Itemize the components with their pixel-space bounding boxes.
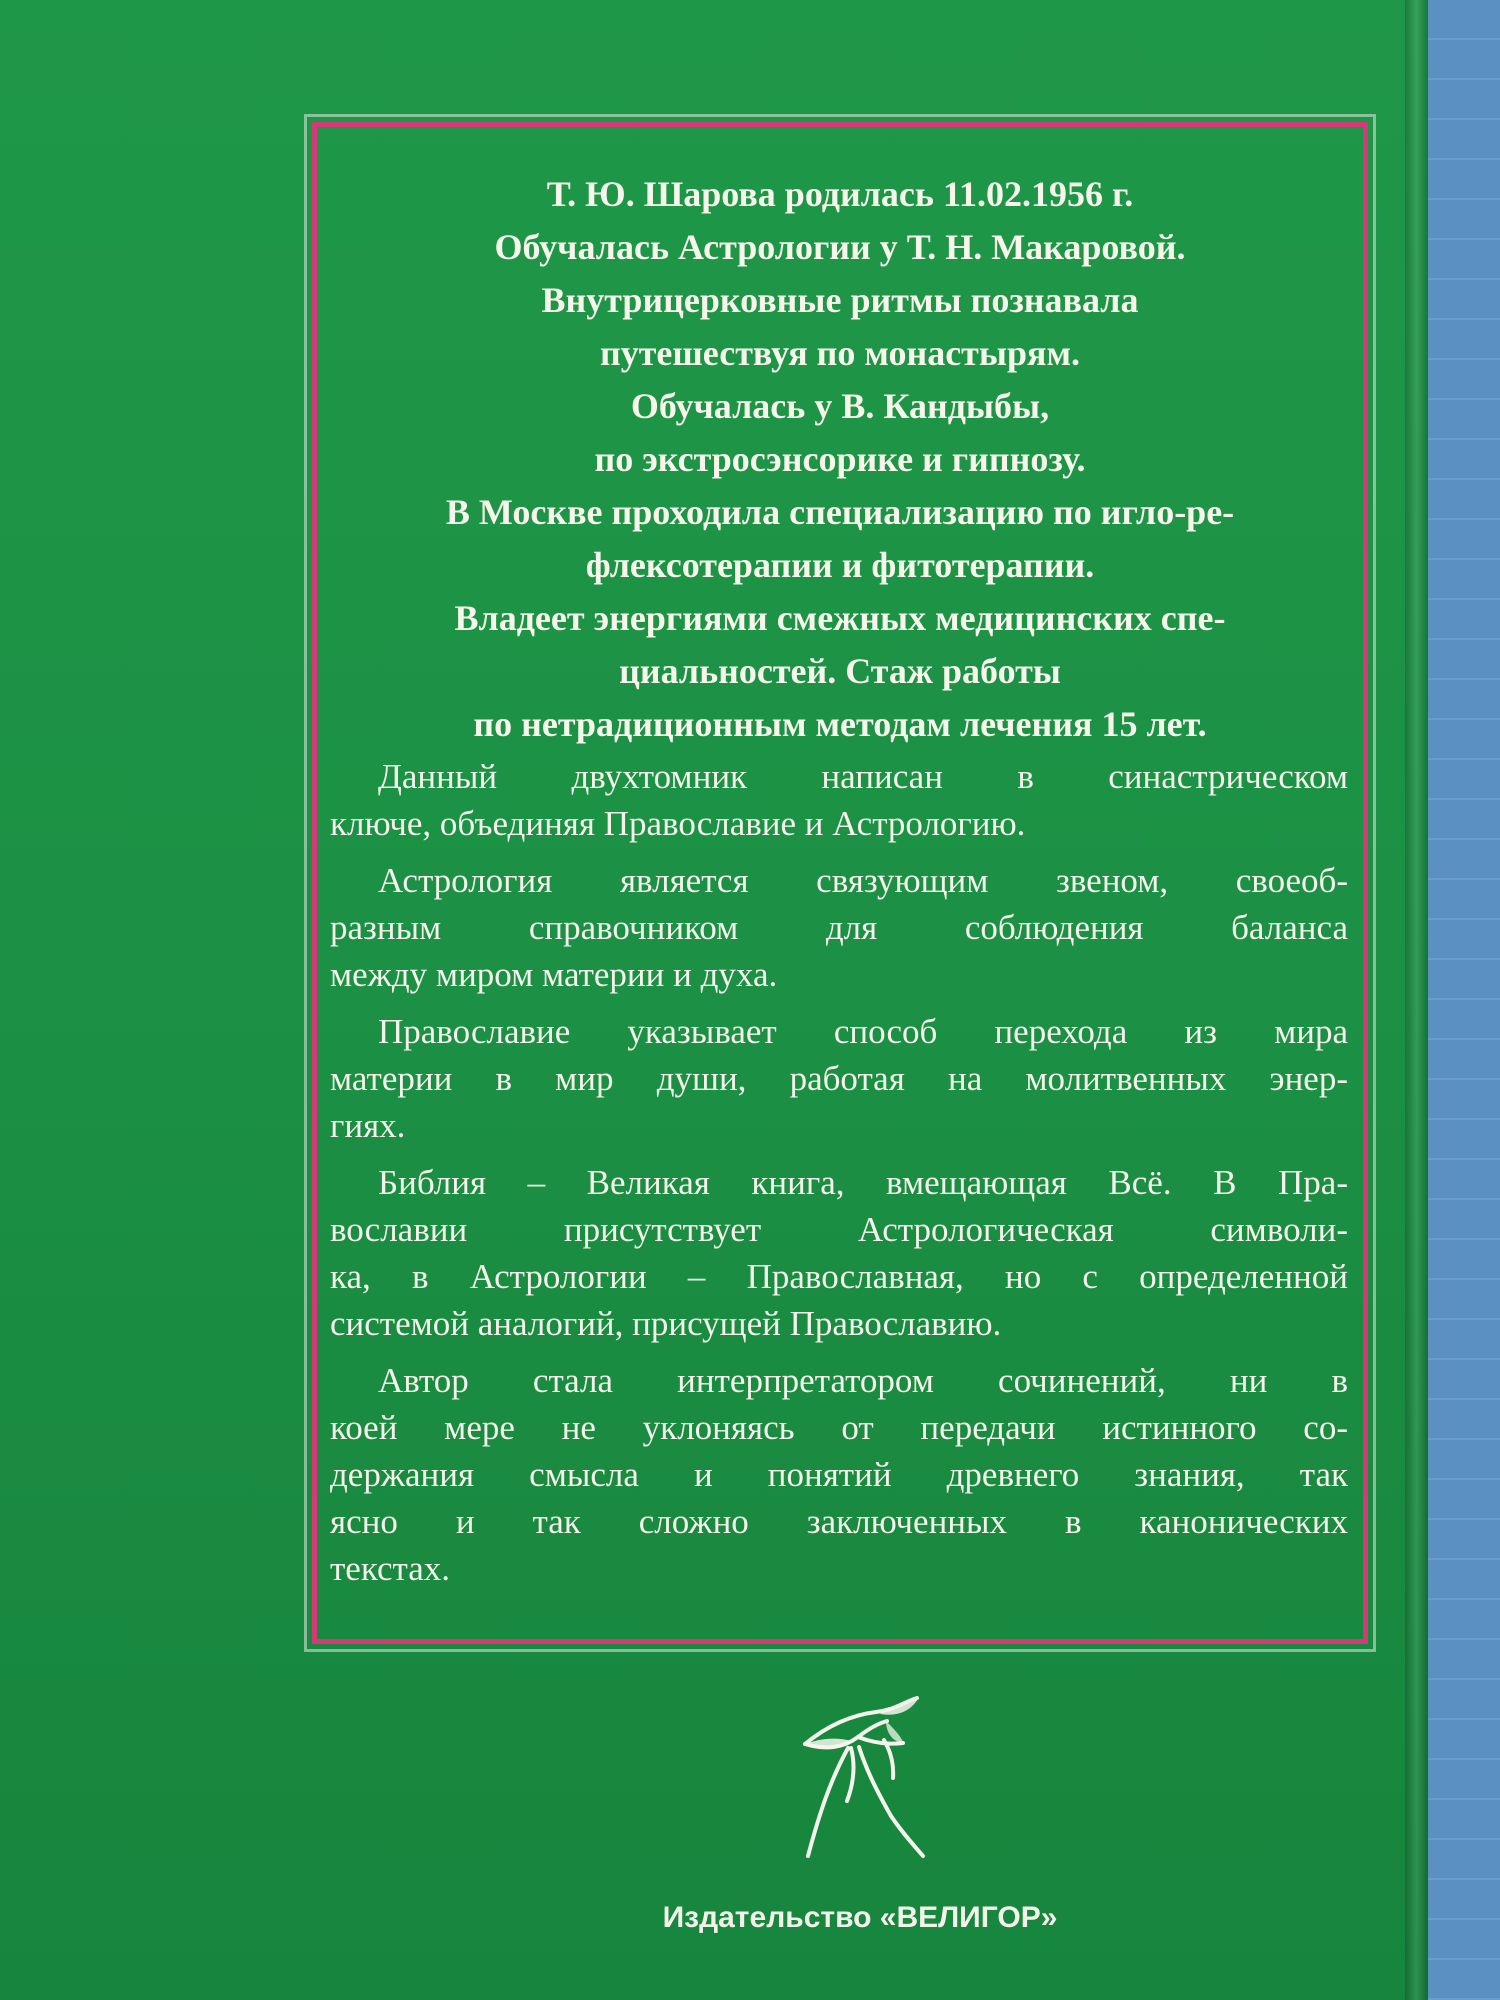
description-line: ключе, объединяя Православие и Астрологию. — [330, 804, 1026, 843]
bio-line: В Москве проходила специализацию по игло-ре- — [445, 492, 1235, 532]
description-line: между миром материи и духа. — [330, 955, 778, 994]
description-line: ка, в Астрологии – Православная, но с определенной — [330, 1257, 1348, 1296]
description-paragraph — [330, 1357, 1348, 1592]
description-line: держания смысла и понятий древнего знания, так — [330, 1455, 1348, 1494]
bio-line: по нетрадиционным методам лечения 15 лет. — [473, 704, 1207, 744]
cover-edge — [1405, 0, 1428, 2000]
description-line: Православие указывает способ перехода из мира — [378, 1012, 1348, 1051]
bio-line: флексотерапии и фитотерапии. — [585, 545, 1095, 585]
bio-line: Т. Ю. Шарова родилась 11.02.1956 г. — [546, 174, 1134, 214]
description-line: Данный двухтомник написан в синастрическом — [378, 757, 1348, 796]
description-line: ясно и так сложно заключенных в канонических — [330, 1502, 1348, 1541]
description-paragraph — [330, 753, 1348, 847]
bio-line: путешествуя по монастырям. — [600, 333, 1080, 373]
bio-line: циальностей. Стаж работы — [619, 651, 1061, 691]
description-line: коей мере не уклоняясь от передачи истинного со- — [330, 1408, 1348, 1447]
description-line: Библия – Великая книга, вмещающая Всё. В Пра- — [378, 1163, 1348, 1202]
description-line: гиях. — [330, 1106, 406, 1145]
description-line: вославии присутствует Астрологическая символи- — [330, 1210, 1348, 1249]
description-paragraph — [330, 1008, 1348, 1149]
description-line: Автор стала интерпретатором сочинений, ни в — [378, 1361, 1348, 1400]
bio-line: по экстросэнсорике и гипнозу. — [594, 439, 1086, 479]
background-surface — [1428, 0, 1500, 2000]
description-line: Астрология является связующим звеном, своеоб- — [378, 861, 1348, 900]
description-line: системой аналогий, присущей Православию. — [330, 1304, 1002, 1343]
bio-line: Обучалась Астрологии у Т. Н. Макаровой. — [494, 227, 1186, 267]
bio-line: Внутрицерковные ритмы познавала — [541, 280, 1139, 320]
description-line: материи в мир души, работая на молитвенных энер- — [330, 1059, 1348, 1098]
description-line: текстах. — [330, 1549, 451, 1588]
book-description — [330, 753, 1348, 1602]
description-paragraph — [330, 857, 1348, 998]
author-bio — [340, 168, 1340, 751]
publisher-name: Издательство «ВЕЛИГОР» — [662, 1901, 1058, 1934]
bio-line: Владеет энергиями смежных медицинских спе- — [454, 598, 1226, 638]
velikor-branch-logo-icon — [785, 1690, 935, 1865]
description-line: разным справочником для соблюдения баланса — [330, 908, 1348, 947]
bio-line: Обучалась у В. Кандыбы, — [630, 386, 1050, 426]
description-paragraph — [330, 1159, 1348, 1347]
